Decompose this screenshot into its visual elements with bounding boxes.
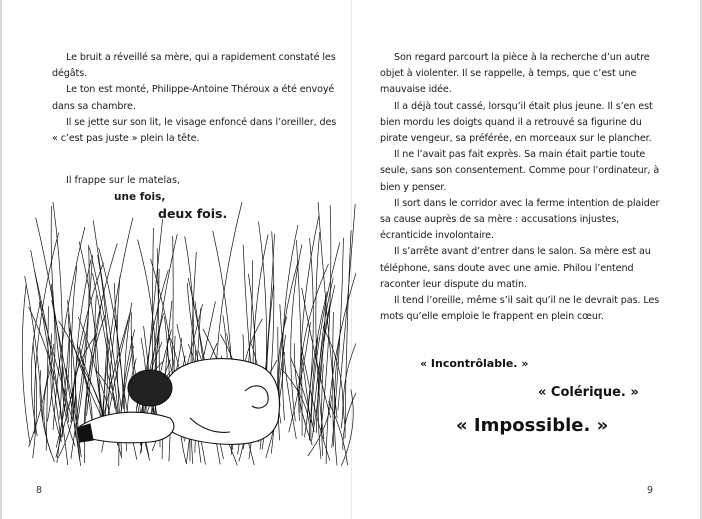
- flame-stroke: [343, 380, 356, 450]
- flame-stroke: [98, 255, 108, 423]
- flame-stroke: [22, 285, 30, 445]
- right-page-text: [380, 50, 662, 325]
- paragraph: Il se jette sur son lit, le visage enfoncé dans l’oreiller, des « c’est pas juste » plein la tête.: [52, 116, 337, 145]
- flame-stroke: [44, 367, 52, 453]
- paragraph: Il sort dans le corridor avec la ferme intention de plaider sa cause auprès de sa mère : accusations injustes, écranticide involontaire.: [380, 197, 660, 242]
- flame-stroke: [52, 300, 81, 466]
- paragraph: Son regard parcourt la pièce à la recherche d’un autre objet à violenter. Il se rappelle, à temps, que c’est une mauvaise idée.: [380, 52, 650, 96]
- paragraph: Il s’arrête avant d’entrer dans le salon. Sa mère est au téléphone, sans doute avec une amie. Philou l’entend raconter leur dispute du matin.: [380, 246, 651, 290]
- paragraph: Il tend l’oreille, même s’il sait qu’il ne le devrait pas. Les mots qu’elle emploie le frappent en plein cœur.: [380, 295, 660, 323]
- flame-stroke: [31, 250, 61, 439]
- shout-impossible: « Impossible. »: [456, 415, 609, 436]
- paragraph: Le ton est monté, Philippe-Antoine Théroux a été envoyé dans sa chambre.: [52, 84, 335, 112]
- shout-colerique: « Colérique. »: [538, 385, 639, 400]
- flame-stroke: [332, 238, 344, 448]
- paragraph: Il ne l’avait pas fait exprès. Sa main était partie toute seule, sans son consentement. Comme pour l’ordinateur, à bien y penser.: [380, 149, 660, 193]
- flame-stroke: [68, 300, 80, 460]
- left-page-text: [52, 50, 340, 147]
- page-number-left: 8: [36, 485, 43, 496]
- frappe-line: Il frappe sur le matelas,: [66, 175, 181, 186]
- frappe-emphasis-1: une fois,: [114, 191, 166, 204]
- page-number-right: 9: [647, 485, 654, 496]
- paragraph: Le bruit a réveillé sa mère, qui a rapidement constaté les dégâts.: [52, 52, 336, 80]
- flame-stroke: [80, 348, 93, 428]
- paragraph: Il a déjà tout cassé, lorsqu’il était plus jeune. Il s’en est bien mordu les doigts quand il a retrouvé sa figurine du pirate vengeur, sa préférée, en morceaux sur le plancher.: [380, 100, 653, 145]
- shout-incontrolable: « Incontrôlable. »: [420, 357, 529, 370]
- boy-on-bed-illustration: [20, 196, 356, 476]
- flame-stroke: [328, 401, 347, 465]
- frappe-emphasis-2: deux fois.: [158, 206, 228, 222]
- left-page-edge: [0, 0, 2, 519]
- flame-stroke: [278, 261, 298, 440]
- flame-stroke: [318, 202, 337, 418]
